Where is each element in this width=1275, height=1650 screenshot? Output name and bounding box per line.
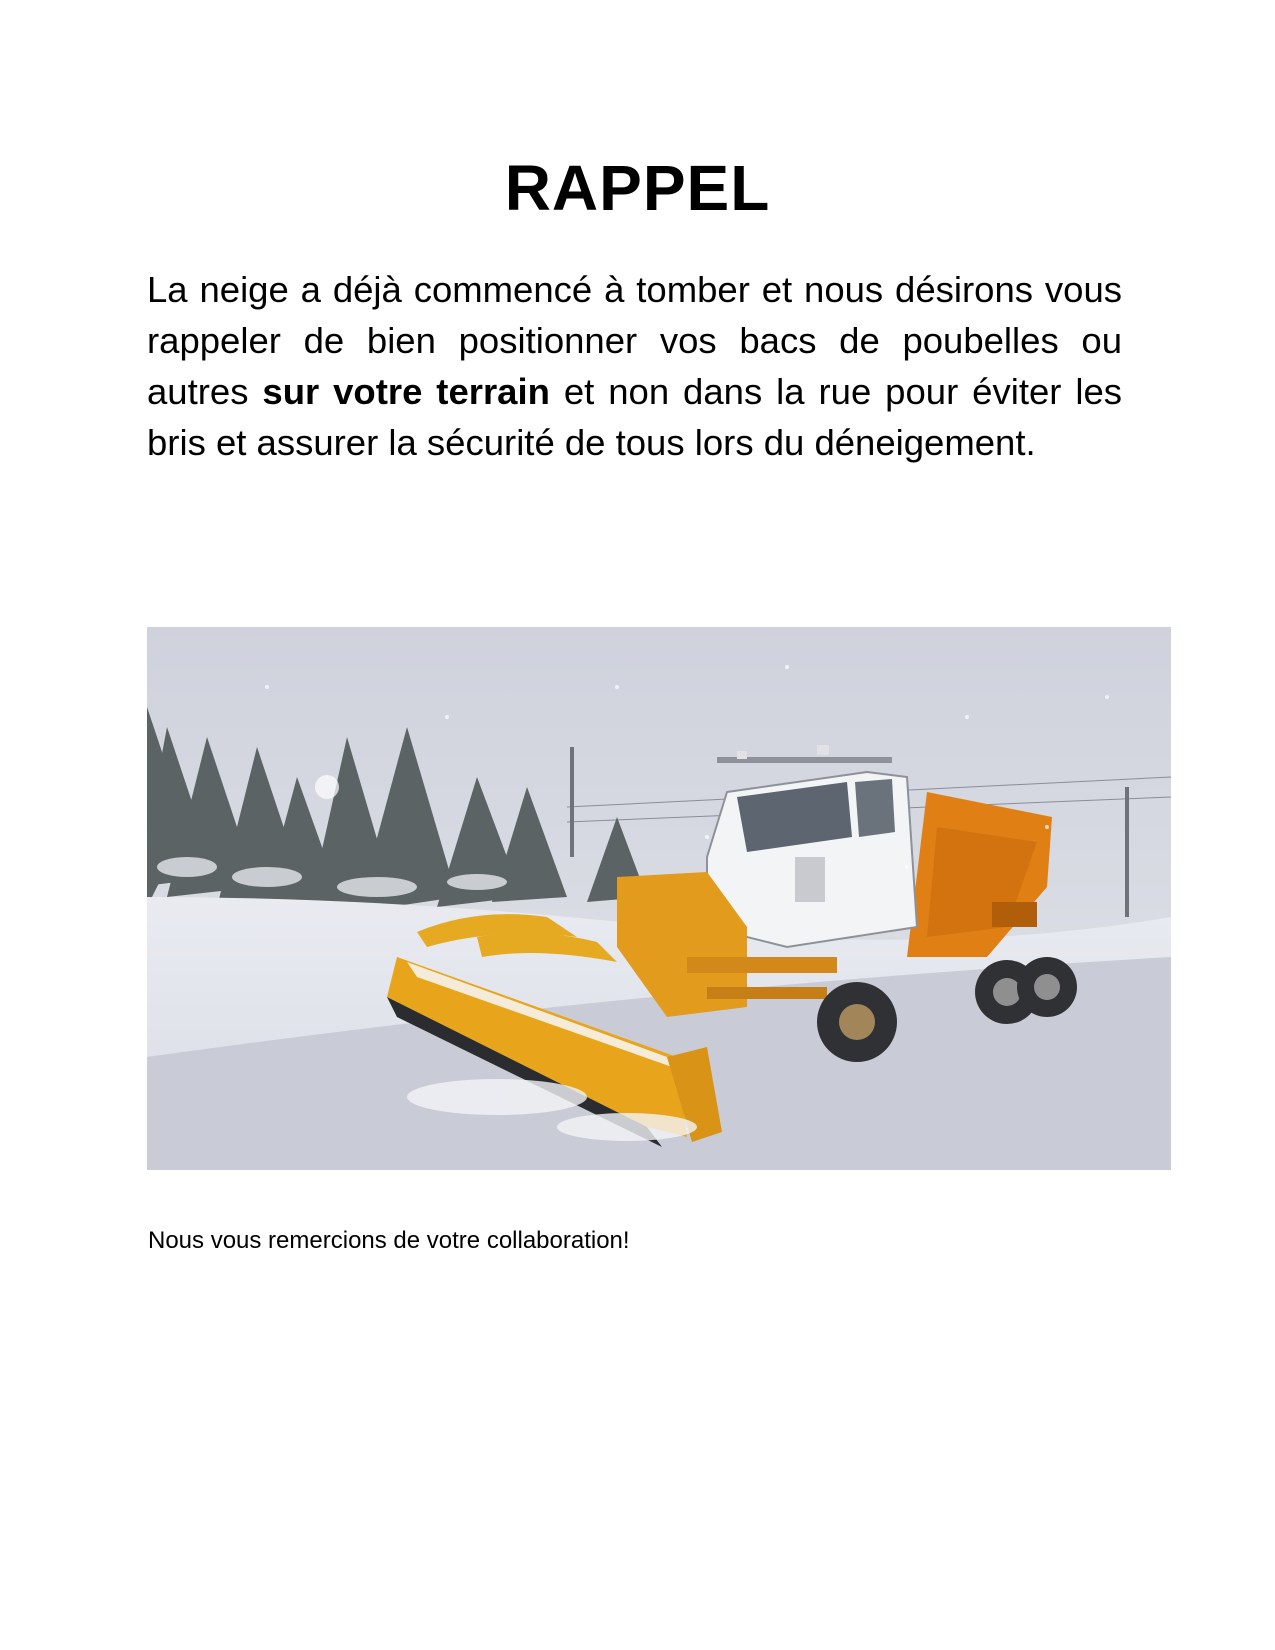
snowplow-photo: [147, 627, 1171, 1170]
paragraph-emphasis: sur votre terrain: [262, 371, 550, 412]
paragraph-text-end: et non dans la rue pour éviter les bris et assurer la sécurité de tous lors du déneigement.: [147, 371, 1123, 463]
paragraph-text-start: La neige a déjà commencé à tomber et nous désirons vous rappeler de bien positionner vos bacs de poubelles ou autres: [147, 269, 1122, 412]
reminder-paragraph: [147, 264, 1122, 468]
page-title: RAPPEL: [504, 152, 771, 224]
snowplow-illustration: [147, 627, 1171, 1170]
closing-note: Nous vous remercions de votre collaboration!: [148, 1227, 630, 1254]
